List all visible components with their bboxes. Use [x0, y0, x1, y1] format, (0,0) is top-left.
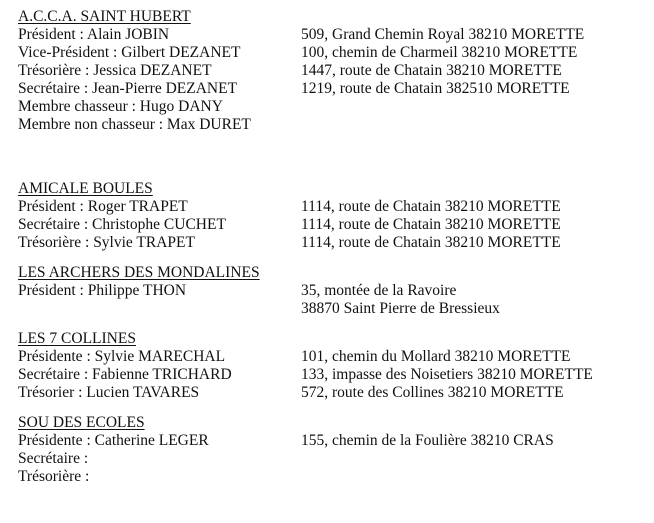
member-role: Secrétaire :	[18, 450, 89, 467]
member-address: 572, route des Collines 38210 MORETTE	[301, 384, 564, 401]
association-title: A.C.C.A. SAINT HUBERT	[18, 8, 191, 25]
member-row	[18, 80, 648, 98]
association-title: AMICALE BOULES	[18, 180, 153, 197]
member-row	[18, 450, 648, 468]
member-address: 155, chemin de la Foulière 38210 CRAS	[301, 432, 554, 449]
member-row	[18, 216, 648, 234]
member-address-line2: 38870 Saint Pierre de Bressieux	[301, 300, 500, 317]
member-role: Trésorier : Lucien TAVARES	[18, 384, 200, 401]
member-address: 100, chemin de Charmeil 38210 MORETTE	[301, 44, 578, 61]
association-archers-des-mondalines	[18, 264, 648, 318]
member-row	[18, 234, 648, 252]
association-amicale-boules	[18, 180, 648, 252]
member-row	[18, 282, 648, 318]
member-role: Vice-Président : Gilbert DEZANET	[18, 44, 241, 61]
member-row	[18, 468, 648, 486]
member-role: Secrétaire : Fabienne TRICHARD	[18, 366, 232, 383]
member-role: Secrétaire : Christophe CUCHET	[18, 216, 226, 233]
member-row	[18, 44, 648, 62]
member-address-line1: 35, montée de la Ravoire	[301, 282, 457, 299]
member-row	[18, 366, 648, 384]
association-title: LES 7 COLLINES	[18, 330, 136, 347]
member-address: 1114, route de Chatain 38210 MORETTE	[301, 234, 561, 251]
member-role: Présidente : Sylvie MARECHAL	[18, 348, 226, 365]
member-role: Membre non chasseur : Max DURET	[18, 116, 251, 133]
member-role: Trésorière : Jessica DEZANET	[18, 62, 212, 79]
member-address: 1114, route de Chatain 38210 MORETTE	[301, 216, 561, 233]
member-row	[18, 98, 648, 116]
association-sou-des-ecoles	[18, 414, 648, 486]
member-role: Président : Philippe THON	[18, 282, 187, 299]
member-address: 1114, route de Chatain 38210 MORETTE	[301, 198, 561, 215]
member-address: 509, Grand Chemin Royal 38210 MORETTE	[301, 26, 585, 43]
member-role: Membre chasseur : Hugo DANY	[18, 98, 223, 115]
association-acca-saint-hubert	[18, 8, 648, 134]
member-row	[18, 432, 648, 450]
member-role: Président : Alain JOBIN	[18, 26, 170, 43]
member-address: 1219, route de Chatain 382510 MORETTE	[301, 80, 570, 97]
member-role: Trésorière : Sylvie TRAPET	[18, 234, 195, 251]
member-address: 1447, route de Chatain 38210 MORETTE	[301, 62, 562, 79]
member-row	[18, 26, 648, 44]
member-address: 133, impasse des Noisetiers 38210 MORETTE	[301, 366, 593, 383]
member-role: Secrétaire : Jean-Pierre DEZANET	[18, 80, 238, 97]
member-row	[18, 198, 648, 216]
member-address: 101, chemin du Mollard 38210 MORETTE	[301, 348, 571, 365]
association-title: LES ARCHERS DES MONDALINES	[18, 264, 260, 281]
association-les-7-collines	[18, 330, 648, 402]
member-role: Président : Roger TRAPET	[18, 198, 188, 215]
member-role: Présidente : Catherine LEGER	[18, 432, 209, 449]
member-row	[18, 116, 648, 134]
member-row	[18, 62, 648, 80]
member-role: Trésorière :	[18, 468, 90, 485]
member-address	[301, 282, 500, 318]
member-row	[18, 348, 648, 366]
association-title: SOU DES ECOLES	[18, 414, 145, 431]
member-row	[18, 384, 648, 402]
associations-list	[18, 8, 648, 486]
